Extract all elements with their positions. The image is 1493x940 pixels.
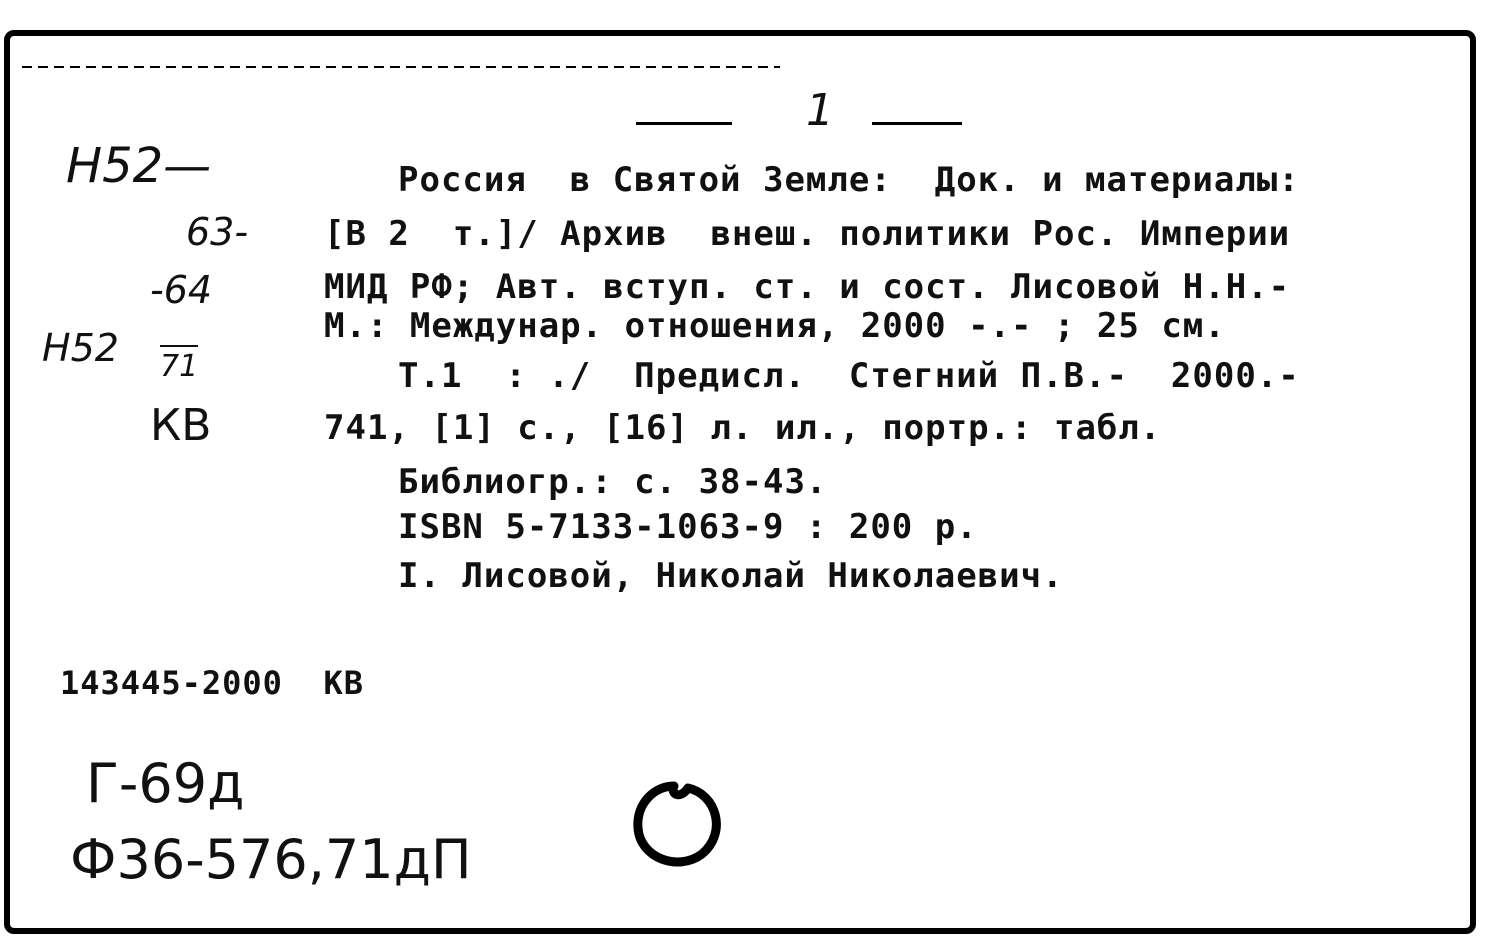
page-number: 1 [806, 85, 834, 136]
call-number-2: 63- [186, 210, 249, 254]
handwritten-note-2: Ф36-576,71дП [70, 828, 472, 891]
record-line-2: [В 2 т.]/ Архив внеш. политики Рос. Империи [324, 214, 1291, 254]
page-number-left-line [636, 122, 732, 125]
call-number-3: -64 [150, 268, 213, 312]
circle-stamp-icon [632, 776, 724, 868]
handwritten-note-1: Г-69д [86, 752, 245, 815]
record-line-3: МИД РФ; Авт. вступ. ст. и сост. Лисовой Н.Н.- [324, 267, 1291, 307]
page-number-right-line [872, 122, 962, 125]
record-line-8: ISBN 5-7133-1063-9 : 200 р. [398, 507, 978, 547]
call-number-4: Н52 [42, 326, 119, 370]
call-number-1: Н52— [66, 138, 212, 194]
record-line-5: Т.1 : ./ Предисл. Стегний П.В.- 2000.- [398, 356, 1300, 396]
call-number-6: КВ [150, 400, 212, 451]
record-line-4: М.: Междунар. отношения, 2000 -.- ; 25 см. [324, 306, 1226, 346]
inventory-number: 143445-2000 КВ [60, 664, 364, 702]
record-line-6: 741, [1] с., [16] л. ил., портр.: табл. [324, 408, 1162, 448]
call-number-5: 71 [160, 345, 198, 384]
record-line-7: Библиогр.: с. 38-43. [398, 462, 828, 502]
record-line-9: I. Лисовой, Николай Николаевич. [398, 556, 1064, 596]
record-line-1: Россия в Святой Земле: Док. и материалы: [398, 160, 1300, 200]
top-dashed-rule [22, 66, 780, 68]
